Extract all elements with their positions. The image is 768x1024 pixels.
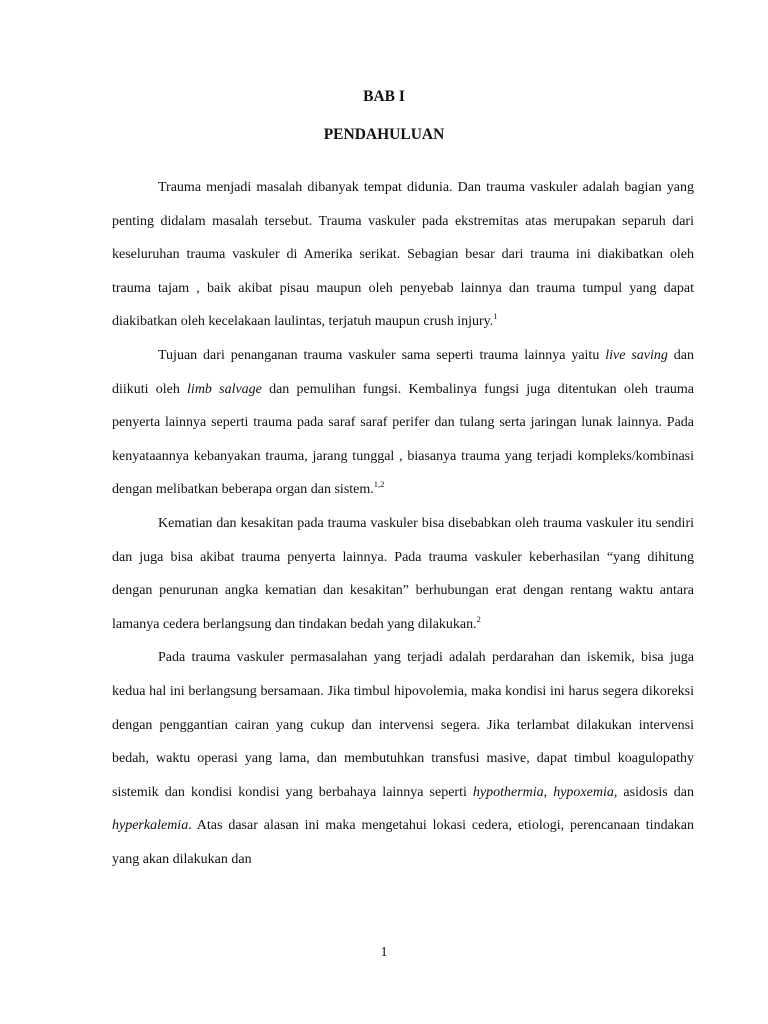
text-run: dan pemulihan fungsi. Kembalinya fungsi juga ditentukan oleh trauma penyerta lainnya seperti trauma pada saraf saraf perifer dan tulang serta jaringan lunak lainnya. Pada kenyataannya kebanyakan trauma, jarang tunggal , biasanya trauma yang terjadi kompleks/kombinasi dengan melibatkan beberapa organ dan sistem. — [112, 381, 695, 498]
paragraph — [112, 507, 694, 641]
chapter-number: BAB I — [363, 88, 405, 105]
page-number: 1 — [380, 945, 388, 960]
paragraph — [112, 171, 694, 339]
paragraph — [112, 641, 694, 876]
italic-term: hyperkalemia — [112, 818, 189, 834]
text-run: Pada trauma vaskuler permasalahan yang terjadi adalah perdarahan dan iskemik, bisa juga kedua hal ini berlangsung bersamaan. Jika timbul hipovolemia, maka kondisi ini harus segera dikoreksi dengan penggantian cairan yang cukup dan intervensi segera. Jika terlambat dilakukan intervensi bedah, waktu operasi yang lama, dan membutuhkan transfusi masive, dapat timbul koagulopathy sistemik dan kondisi kondisi yang berbahaya lainnya seperti — [112, 650, 694, 800]
body-text — [112, 171, 694, 876]
text-run: , — [543, 784, 554, 800]
text-run: Trauma menjadi masalah dibanyak tempat didunia. Dan trauma vaskuler adalah bagian yang penting didalam masalah tersebut. Trauma vaskuler pada ekstremitas atas merupakan separuh dari keseluruhan trauma vaskuler di Amerika serikat. Sebagian besar dari trauma ini diakibatkan oleh trauma tajam , baik akibat pisau maupun oleh penyebab lainnya dan trauma tumpul yang dapat diakibatkan oleh kecelakaan laulintas, terjatuh maupun crush injury. — [112, 180, 694, 330]
paragraph — [112, 339, 694, 507]
citation-superscript: 2 — [476, 613, 481, 624]
text-run: dan diikuti oleh — [112, 347, 695, 397]
italic-term: hypoxemia — [553, 784, 614, 800]
text-run: , asidosis dan — [613, 784, 695, 800]
italic-term: live saving — [605, 347, 668, 363]
chapter-title: PENDAHULUAN — [323, 126, 445, 143]
citation-superscript: 1,2 — [373, 479, 385, 490]
italic-term: hypothermia — [472, 784, 544, 800]
text-run: . Atas dasar alasan ini maka mengetahui lokasi cedera, etiologi, perencanaan tindakan yang akan dilakukan dan — [112, 818, 694, 867]
italic-term: limb salvage — [187, 381, 262, 397]
text-run: Kematian dan kesakitan pada trauma vaskuler bisa disebabkan oleh trauma vaskuler itu sendiri dan juga bisa akibat trauma penyerta lainnya. Pada trauma vaskuler keberhasilan “yang dihitung dengan penurunan angka kematian dan kesakitan” berhubungan erat dengan rentang waktu antara lamanya cedera berlangsung dan tindakan bedah yang dilakukan. — [112, 515, 694, 632]
text-run: Tujuan dari penanganan trauma vaskuler sama seperti trauma lainnya yaitu — [158, 347, 606, 363]
citation-superscript: 1 — [493, 311, 498, 322]
